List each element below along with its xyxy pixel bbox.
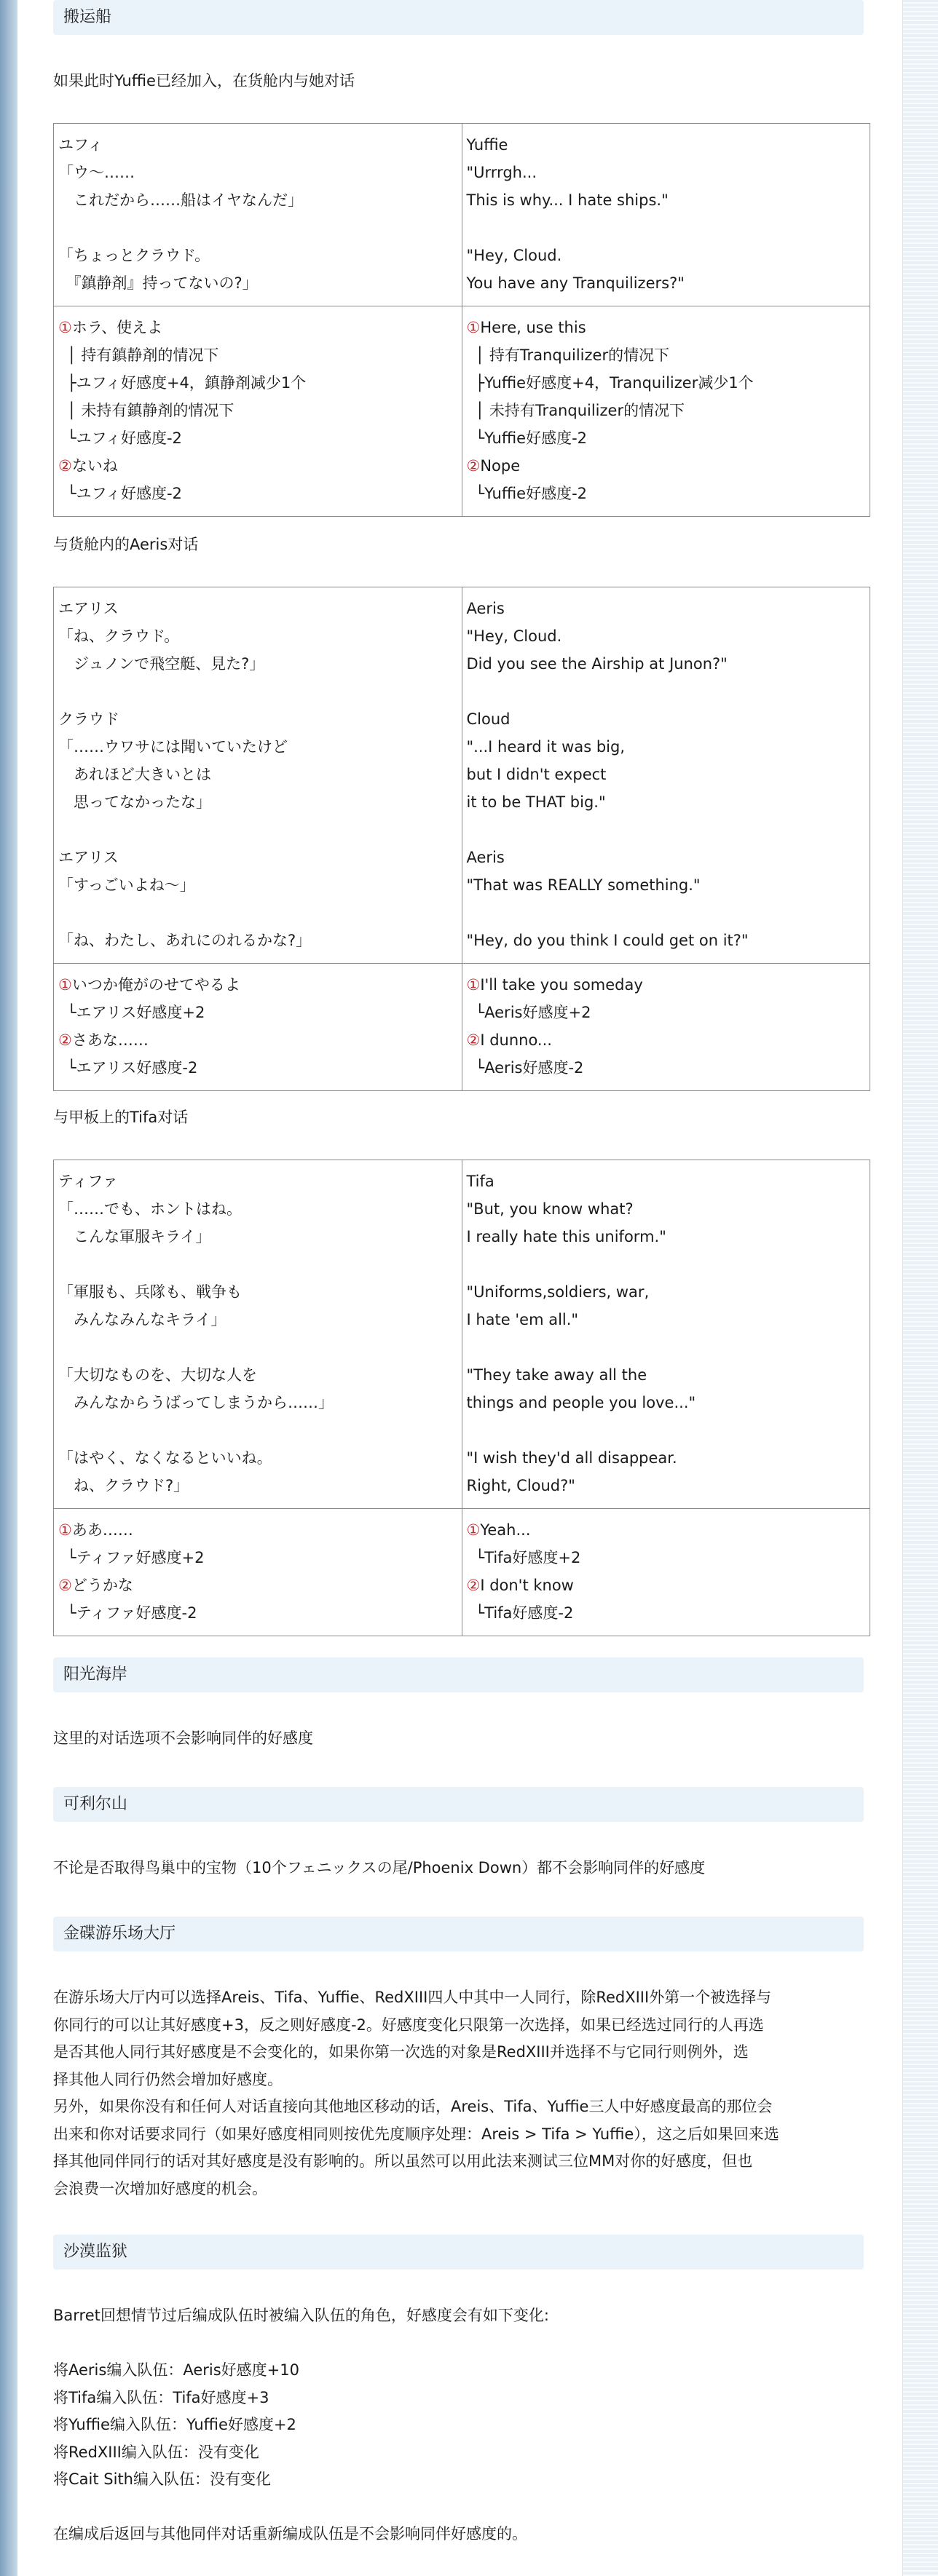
section-heading-mt-corel: 可利尔山 <box>53 1787 864 1822</box>
dialogue-line: "Urrrgh... <box>466 164 537 181</box>
dialogue-line: 「……ウワサには聞いていたけど <box>58 738 288 756</box>
dialogue-line: "I wish they'd all disappear. <box>466 1449 677 1467</box>
japanese-options-cell <box>54 964 462 1091</box>
option-number: ① <box>466 976 481 994</box>
text-line: 出来和你对话要求同行（如果好感度相同则按优先度顺序处理：Areis > Tifa > Yuffie），这之后如果回来选 <box>53 2125 779 2143</box>
english-options-cell <box>462 306 870 517</box>
option-line: ①ホラ、使えよ <box>58 319 163 336</box>
dialogue-line: エアリス <box>58 849 119 866</box>
dialogue-line: 「ね、わたし、あれにのれるかな?」 <box>58 932 312 949</box>
text-line: 择其他人同行仍然会增加好感度。 <box>53 2070 283 2088</box>
dialogue-line: it to be THAT big." <box>466 793 606 811</box>
dialogue-line: 「ね、クラウド。 <box>58 627 180 645</box>
dialogue-line: Cloud <box>466 710 511 728</box>
list-item: 将Aeris编入队伍：Aeris好感度+10 <box>53 2361 299 2379</box>
option-detail: ├Yuffie好感度+4，Tranquilizer减少1个 <box>475 374 754 392</box>
dialogue-line: Right, Cloud?" <box>466 1477 575 1494</box>
dialogue-line: "Hey, Cloud. <box>466 247 562 264</box>
text-line: 会浪费一次增加好感度的机会。 <box>53 2179 267 2197</box>
dialogue-line: This is why... I hate ships." <box>466 191 669 209</box>
dialogue-line: 思ってなかったな」 <box>58 793 211 811</box>
dialogue-line: ユフィ <box>58 136 103 154</box>
dialogue-line <box>58 678 457 705</box>
option-detail: └Aeris好感度+2 <box>475 1004 591 1021</box>
left-border-decoration <box>0 0 17 2576</box>
option-number: ① <box>466 319 481 336</box>
text-line: 在编成后返回与其他同伴对话重新编成队伍是不会影响同伴好感度的。 <box>53 2525 527 2543</box>
option-number: ① <box>466 1521 481 1539</box>
dialogue-line <box>467 1333 866 1361</box>
option-detail: └ティファ好感度-2 <box>67 1604 197 1622</box>
section-heading-gold-saucer: 金碟游乐场大厅 <box>53 1917 864 1951</box>
option-detail: └Aeris好感度-2 <box>475 1059 584 1077</box>
dialogue-line <box>58 899 457 927</box>
dialogue-line: 「……でも、ホントはね。 <box>58 1200 242 1218</box>
dialogue-line: 「大切なものを、大切な人を <box>58 1366 257 1384</box>
dialogue-line: "That was REALLY something." <box>466 876 701 894</box>
option-line: ①I'll take you someday <box>466 976 643 994</box>
option-line: ②I don't know <box>466 1577 574 1594</box>
text-line: 在游乐场大厅内可以选择Areis、Tifa、Yuffie、RedXIII四人中其中一人同行，除RedXIII外第一个被选择与 <box>53 1989 772 2006</box>
english-dialogue-cell <box>462 124 870 306</box>
beach-text: 这里的对话选项不会影响同伴的好感度 <box>53 1729 313 1747</box>
section-heading-cargo-ship: 搬运船 <box>53 0 864 35</box>
dialogue-line: 『鎮静剤』持ってないの?」 <box>58 274 258 292</box>
dialogue-line: things and people you love..." <box>466 1394 696 1411</box>
dialogue-line <box>467 678 866 705</box>
dialogue-line: こんな軍服キライ」 <box>58 1228 211 1245</box>
options-row <box>54 964 870 1091</box>
option-number: ① <box>58 976 72 994</box>
option-detail: └Yuffie好感度-2 <box>475 429 588 447</box>
yuffie-dialogue-table <box>53 123 870 517</box>
right-scroll-strip <box>902 0 938 2576</box>
option-line: ①ああ…… <box>58 1521 133 1539</box>
option-detail: └ユフィ好感度-2 <box>67 429 182 447</box>
dialogue-line: あれほど大きいとは <box>58 766 211 783</box>
list-item: 将Tifa编入队伍：Tifa好感度+3 <box>53 2388 269 2406</box>
list-item: 将Yuffie编入队伍：Yuffie好感度+2 <box>53 2416 296 2433</box>
option-detail: ├ユフィ好感度+4，鎮静剤减少1个 <box>67 374 307 392</box>
dialogue-line: "But, you know what? <box>466 1200 634 1218</box>
dialogue-line: I hate 'em all." <box>466 1311 579 1328</box>
dialogue-line: エアリス <box>58 600 119 617</box>
dialogue-line: "Uniforms,soldiers, war, <box>466 1283 650 1301</box>
dialogue-line: but I didn't expect <box>466 766 607 783</box>
japanese-dialogue-cell <box>54 124 462 306</box>
dialogue-line <box>58 816 457 844</box>
option-line: ②Nope <box>466 457 521 475</box>
text-line: 择其他同伴同行的话对其好感度是没有影响的。所以虽然可以用此法来测试三位MM对你的好感度，但也 <box>53 2152 753 2170</box>
tifa-dialogue-table <box>53 1160 870 1636</box>
english-options-cell <box>462 1509 870 1636</box>
option-detail: └エアリス好感度-2 <box>67 1059 198 1077</box>
list-item: 将Cait Sith编入队伍：没有变化 <box>53 2470 271 2488</box>
option-line: ②どうかな <box>58 1577 133 1594</box>
option-detail: │ 持有Tranquilizer的情况下 <box>475 346 670 364</box>
option-line: ②I dunno... <box>466 1031 552 1049</box>
option-detail: │ 持有鎮静剤的情况下 <box>67 346 219 364</box>
option-number: ② <box>58 1577 72 1594</box>
japanese-options-cell <box>54 1509 462 1636</box>
option-number: ② <box>466 1577 481 1594</box>
dialogue-line: みんなみんなキライ」 <box>58 1311 226 1328</box>
text-line: Barret回想情节过后编成队伍时被编入队伍的角色，好感度会有如下变化: <box>53 2307 549 2324</box>
dialogue-line: Aeris <box>466 600 505 617</box>
dialogue-line: ね、クラウド?」 <box>58 1477 189 1494</box>
dialogue-line <box>58 1333 457 1361</box>
option-line: ①Here, use this <box>466 319 586 336</box>
dialogue-line: 「ウ～…… <box>58 164 135 181</box>
dialogue-line <box>58 1251 457 1278</box>
dialogue-line: Yuffie <box>466 136 508 154</box>
text-line: 是否其他人同行其好感度是不会变化的，如果你第一次选的对象是RedXIII并选择不与它同行则例外，选 <box>53 2043 749 2061</box>
dialogue-line: Aeris <box>466 849 505 866</box>
japanese-options-cell <box>54 306 462 517</box>
japanese-dialogue-cell <box>54 1160 462 1509</box>
dialogue-line: Tifa <box>466 1173 494 1190</box>
dialogue-row <box>54 1160 870 1509</box>
dialogue-line: 「すっごいよね～」 <box>58 876 195 894</box>
section-heading-desert-prison: 沙漠监狱 <box>53 2235 864 2270</box>
yuffie-intro: 如果此时Yuffie已经加入，在货舱内与她对话 <box>53 72 355 90</box>
option-number: ② <box>58 1031 72 1049</box>
tifa-intro: 与甲板上的Tifa对话 <box>53 1109 189 1126</box>
japanese-dialogue-cell <box>54 587 462 964</box>
options-row <box>54 1509 870 1636</box>
section-heading-sunny-beach: 阳光海岸 <box>53 1657 864 1692</box>
option-detail: └ティファ好感度+2 <box>67 1549 205 1566</box>
list-item: 将RedXIII编入队伍：没有变化 <box>53 2443 259 2461</box>
dialogue-row <box>54 124 870 306</box>
option-detail: │ 未持有鎮静剤的情况下 <box>67 402 234 419</box>
dialogue-line <box>58 1416 457 1444</box>
option-detail: │ 未持有Tranquilizer的情况下 <box>475 402 685 419</box>
option-line: ②ないね <box>58 457 118 475</box>
dialogue-line: 「軍服も、兵隊も、戦争も <box>58 1283 242 1301</box>
dialogue-line: 「ちょっとクラウド。 <box>58 247 210 264</box>
option-detail: └Tifa好感度+2 <box>475 1549 581 1566</box>
dialogue-line: クラウド <box>58 710 119 728</box>
option-detail: └ユフィ好感度-2 <box>67 485 182 502</box>
option-number: ② <box>466 457 481 475</box>
corel-text: 不论是否取得鸟巢中的宝物（10个フェニックスの尾/Phoenix Down）都不会影响同伴的好感度 <box>53 1859 706 1876</box>
dialogue-line <box>467 816 866 844</box>
english-dialogue-cell <box>462 1160 870 1509</box>
dialogue-line <box>58 214 457 242</box>
dialogue-line: "Hey, Cloud. <box>466 627 562 645</box>
gold-saucer-text <box>53 1984 869 2203</box>
dialogue-line: Did you see the Airship at Junon?" <box>466 655 728 673</box>
option-detail: └Tifa好感度-2 <box>475 1604 574 1622</box>
dialogue-line: みんなからうばってしまうから……」 <box>58 1394 334 1411</box>
dialogue-line: You have any Tranquilizers?" <box>466 274 685 292</box>
dialogue-line: "They take away all the <box>466 1366 647 1384</box>
desert-prison-text <box>53 2302 869 2548</box>
option-number: ② <box>466 1031 481 1049</box>
option-detail: └エアリス好感度+2 <box>67 1004 205 1021</box>
dialogue-line: ティファ <box>58 1173 118 1190</box>
aeris-dialogue-table <box>53 587 870 1091</box>
option-number: ② <box>58 457 72 475</box>
dialogue-line: I really hate this uniform." <box>466 1228 666 1245</box>
option-number: ① <box>58 319 72 336</box>
option-number: ① <box>58 1521 72 1539</box>
option-detail: └Yuffie好感度-2 <box>475 485 588 502</box>
dialogue-line: 「はやく、なくなるといいね。 <box>58 1449 272 1467</box>
option-line: ①いつか俺がのせてやるよ <box>58 976 240 994</box>
dialogue-line: ジュノンで飛空艇、見た?」 <box>58 655 265 673</box>
text-line: 你同行的可以让其好感度+3，反之则好感度-2。好感度变化只限第一次选择，如果已经选过同行的人再选 <box>53 2016 764 2034</box>
dialogue-line <box>467 1416 866 1444</box>
aeris-intro: 与货舱内的Aeris对话 <box>53 536 199 553</box>
dialogue-line: "Hey, do you think I could get on it?" <box>466 932 749 949</box>
dialogue-line <box>467 214 866 242</box>
option-line: ②さあな…… <box>58 1031 149 1049</box>
english-dialogue-cell <box>462 587 870 964</box>
english-options-cell <box>462 964 870 1091</box>
dialogue-line: これだから……船はイヤなんだ」 <box>58 191 303 209</box>
option-line: ①Yeah... <box>466 1521 531 1539</box>
dialogue-line <box>467 899 866 927</box>
dialogue-line: "...I heard it was big, <box>466 738 625 756</box>
text-line: 另外，如果你没有和任何人对话直接向其他地区移动的话，Areis、Tifa、Yuffie三人中好感度最高的那位会 <box>53 2098 773 2115</box>
dialogue-line <box>467 1251 866 1278</box>
options-row <box>54 306 870 517</box>
dialogue-row <box>54 587 870 964</box>
